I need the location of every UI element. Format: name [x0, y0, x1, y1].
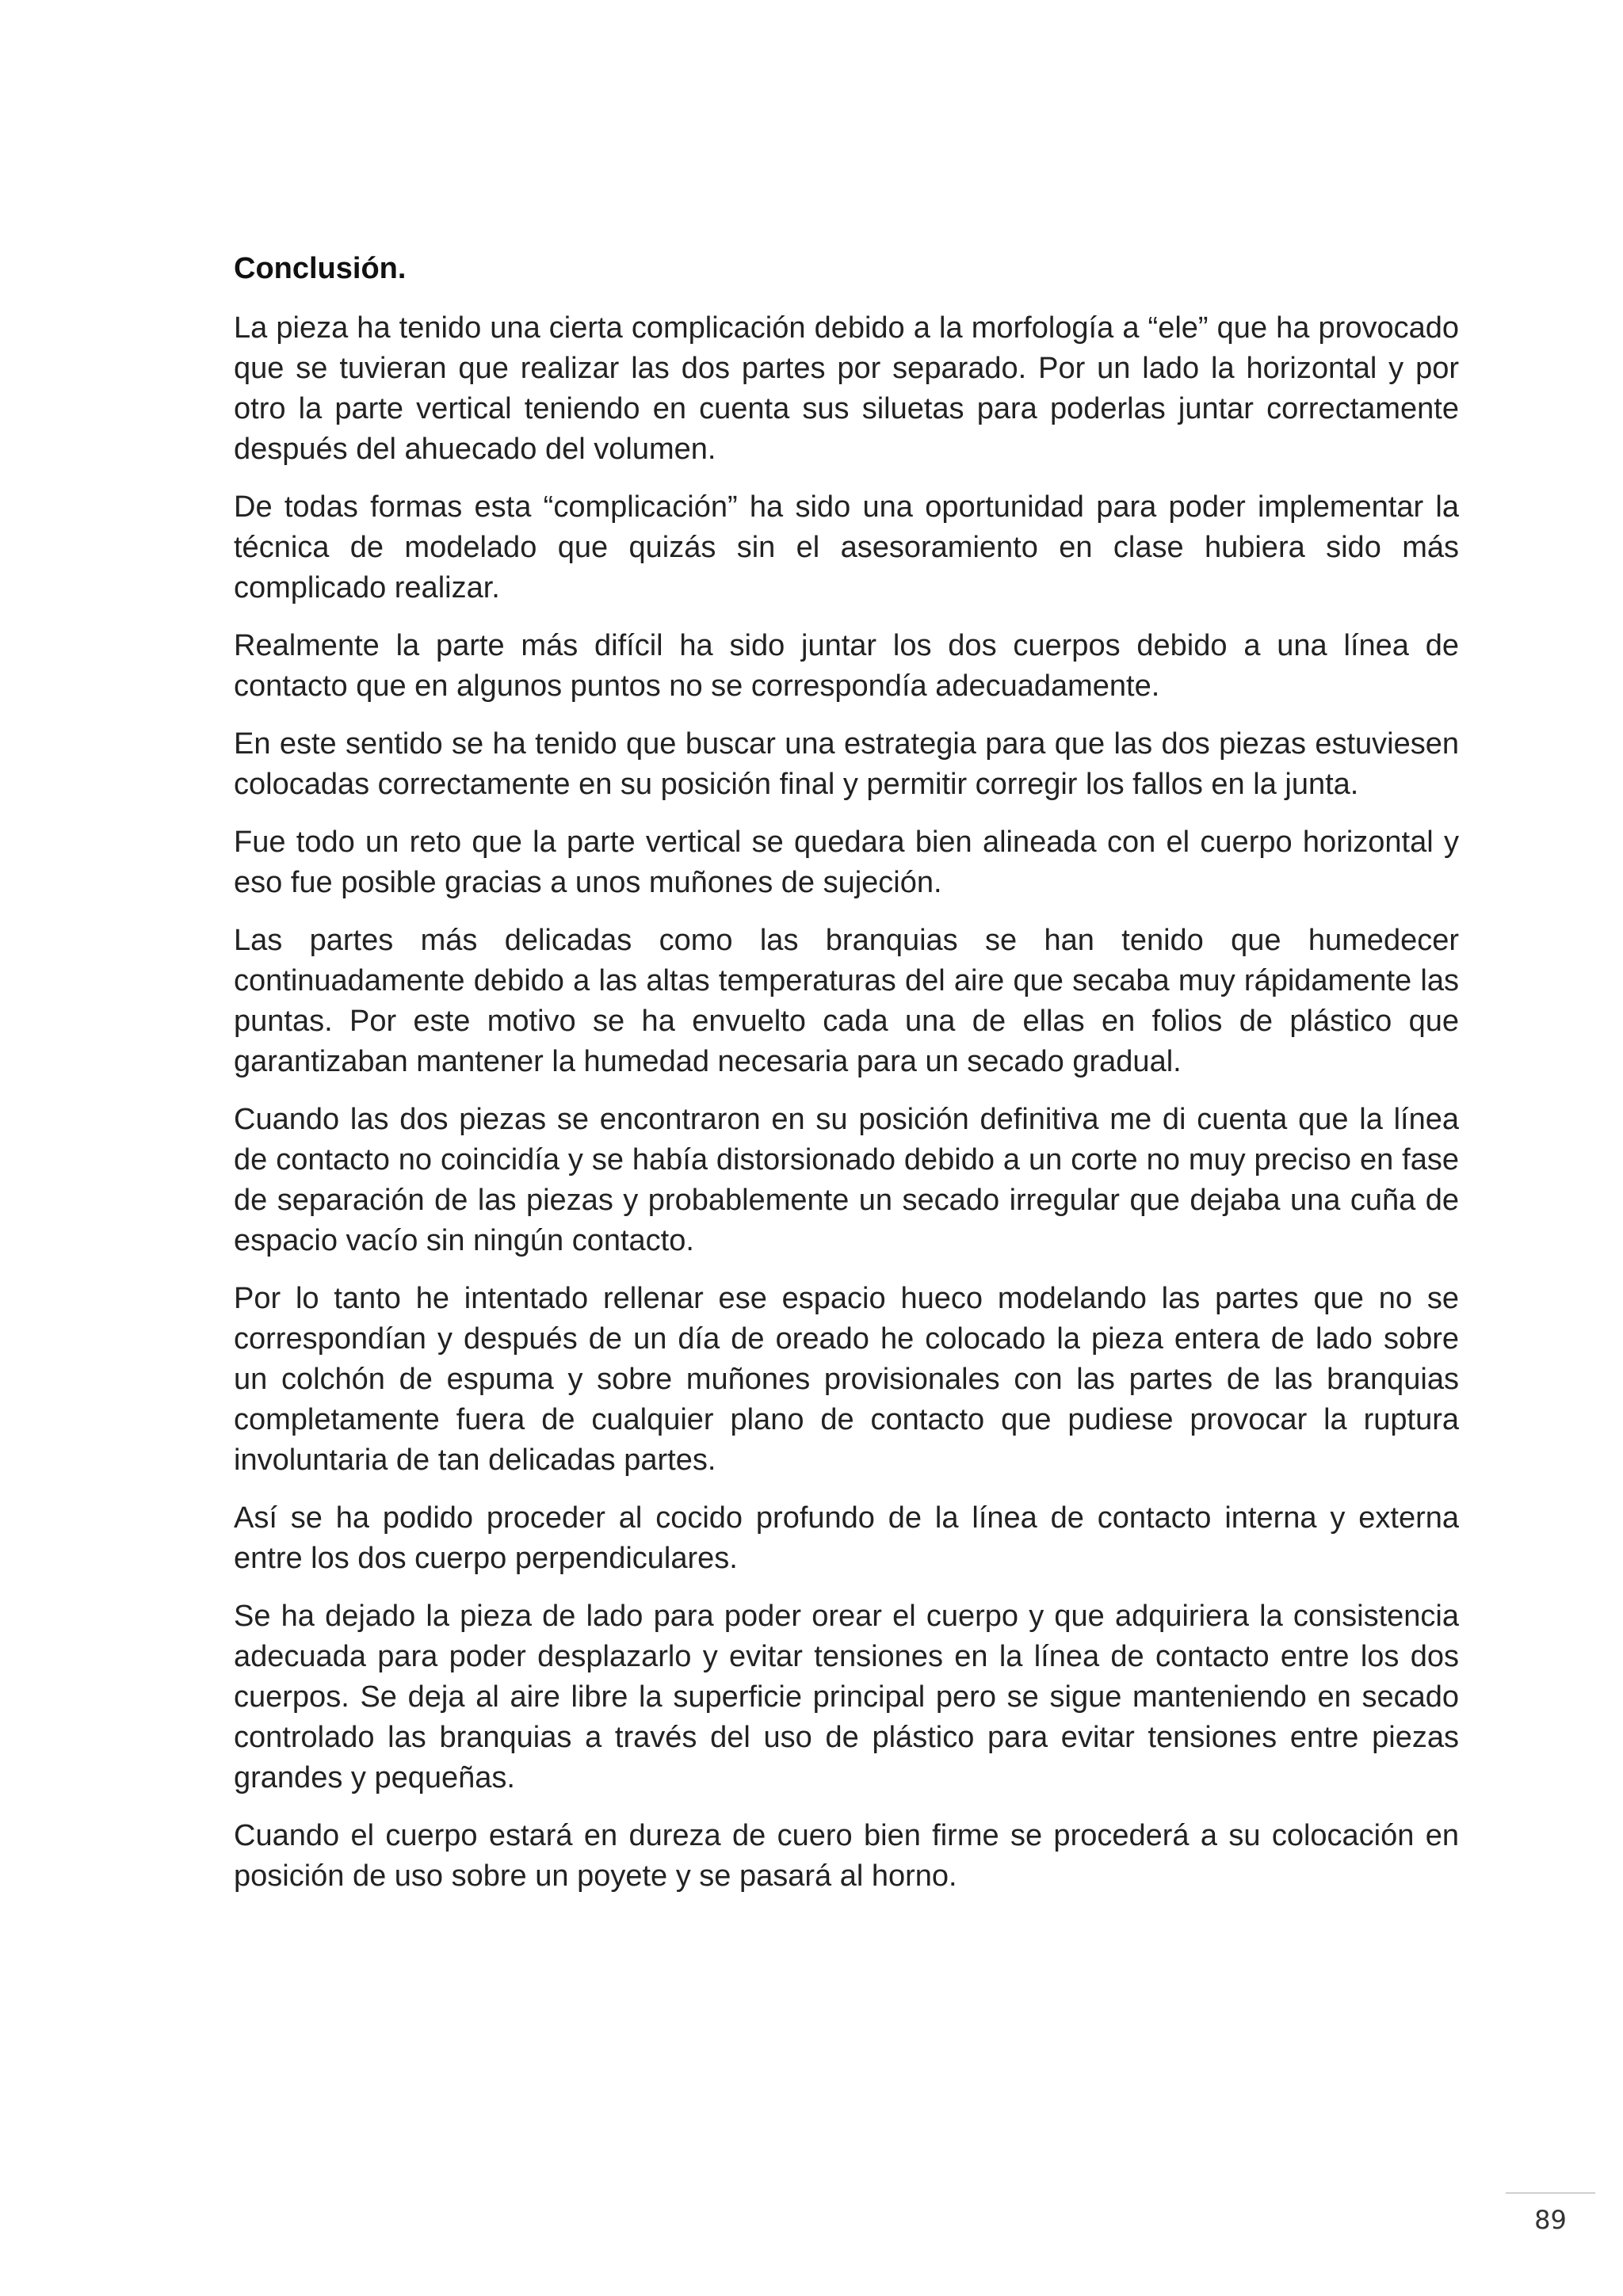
page-content [234, 251, 1459, 1914]
paragraph-11: Cuando el cuerpo estará en dureza de cuero bien firme se procederá a su colocación en posición de uso sobre un poyete y se pasará al horno. [234, 1818, 1459, 1893]
paragraph-5: Fue todo un reto que la parte vertical se quedara bien alineada con el cuerpo horizontal y eso fue posible gracias a unos muñones de sujeción. [234, 825, 1459, 899]
paragraph-1: La pieza ha tenido una cierta complicación debido a la morfología a “ele” que ha provocado que se tuvieran que realizar las dos partes por separado. Por un lado la horizontal y por otro la parte vertical teniendo en cuenta sus siluetas para poderlas juntar correctamente después del ahuecado del volumen. [234, 311, 1459, 466]
paragraph-6: Las partes más delicadas como las branquias se han tenido que humedecer continuadamente debido a las altas temperaturas del aire que secaba muy rápidamente las puntas. Por este motivo se ha envuelto cada una de ellas en folios de plástico que garantizaban mantener la humedad necesaria para un secado gradual. [234, 923, 1459, 1078]
section-heading: Conclusión. [234, 252, 407, 285]
paragraph-8: Por lo tanto he intentado rellenar ese espacio hueco modelando las partes que no se correspondían y después de un día de oreado he colocado la pieza entera de lado sobre un colchón de espuma y sobre muñones provisionales con las partes de las branquias completamente fuera de cualquier plano de contacto que pudiese provocar la ruptura involuntaria de tan delicadas partes. [234, 1281, 1459, 1477]
footer-rule [1506, 2192, 1595, 2194]
page-number: 89 [1534, 2205, 1567, 2235]
paragraph-9: Así se ha podido proceder al cocido profundo de la línea de contacto interna y externa entre los dos cuerpo perpendiculares. [234, 1501, 1459, 1575]
paragraph-7: Cuando las dos piezas se encontraron en su posición definitiva me di cuenta que la línea de contacto no coincidía y se había distorsionado debido a un corte no muy preciso en fase de separación de las piezas y probablemente un secado irregular que dejaba una cuña de espacio vacío sin ningún contacto. [234, 1102, 1459, 1257]
paragraph-4: En este sentido se ha tenido que buscar una estrategia para que las dos piezas estuviesen colocadas correctamente en su posición final y permitir corregir los fallos en la junta. [234, 727, 1459, 801]
paragraph-10: Se ha dejado la pieza de lado para poder orear el cuerpo y que adquiriera la consistencia adecuada para poder desplazarlo y evitar tensiones en la línea de contacto entre los dos cuerpos. Se deja al aire libre la superficie principal pero se sigue manteniendo en secado controlado las branquias a través del uso de plástico para evitar tensiones entre piezas grandes y pequeñas. [234, 1599, 1459, 1794]
paragraph-2: De todas formas esta “complicación” ha sido una oportunidad para poder implementar la técnica de modelado que quizás sin el asesoramiento en clase hubiera sido más complicado realizar. [234, 490, 1459, 605]
paragraph-3: Realmente la parte más difícil ha sido juntar los dos cuerpos debido a una línea de contacto que en algunos puntos no se correspondía adecuadamente. [234, 628, 1459, 703]
